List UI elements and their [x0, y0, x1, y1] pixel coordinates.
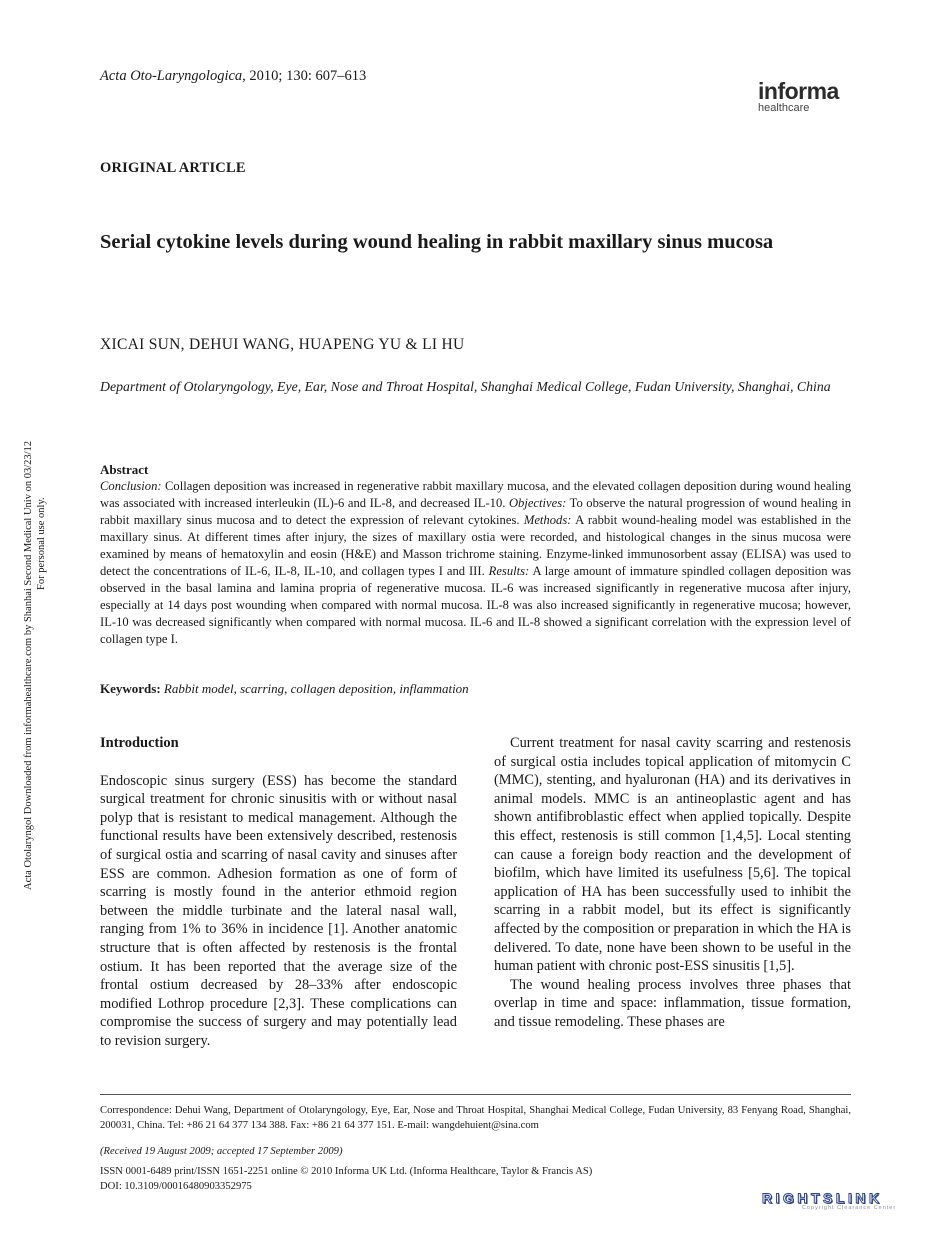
authors: XICAI SUN, DEHUI WANG, HUAPENG YU & LI HU [100, 336, 465, 353]
article-type: ORIGINAL ARTICLE [100, 160, 246, 176]
journal-name: Acta Oto-Laryngologica [100, 68, 243, 84]
rightslink-logo[interactable] [762, 1190, 932, 1220]
article-title: Serial cytokine levels during wound healing in rabbit maxillary sinus mucosa [100, 231, 774, 253]
correspondence: Correspondence: Dehui Wang, Department of Otolaryngology, Eye, Ear, Nose and Throat Hospital, Shanghai Medical College, Fudan University, 83 Fenyang Road, Shanghai, 200031, China. Tel: +86 21 64 377 134 388. Fax: +86 21 64 377 151. E-mail: wangdehuient@sina.com [100, 1105, 851, 1131]
body-paragraph: Endoscopic sinus surgery (ESS) has become the standard surgical treatment for chronic sinusitis with or without nasal polyp that is resistant to medical management. Although the functional results have been extensively described, restenosis of surgical ostia and scarring of nasal cavity and sinuses after ESS are common. Adhesion formation as one of form of scarring is mostly found in the anterior ethmoid region between the middle turbinate and the lateral nasal wall, ranging from 1% to 36% in incidence [1]. Another anatomic structure that is often affected by restenosis is the frontal ostium. It has been reported that the average size of the frontal ostium decreased by 28–33% after endoscopic modified Lothrop procedure [2,3]. These complications can compromise the success of surgery and may potentially lead to revision surgery. [100, 772, 457, 1049]
doi: DOI: 10.3109/00016480903352975 [100, 1180, 252, 1192]
affiliation: Department of Otolaryngology, Eye, Ear, Nose and Throat Hospital, Shanghai Medical College, Fudan University, Shanghai, China [100, 379, 831, 394]
body-paragraph: The wound healing process involves three phases that overlap in time and space: inflammation, tissue formation, and tissue remodeling. These phases are [494, 976, 851, 1030]
results-text: A large amount of immature spindled collagen deposition was observed in the basal lamina and lamina propria of regenerative mucosa. IL-6 was increased significantly in regenerative mucosa after injury, especially at 14 days post wounding when compared with normal mucosa. IL-8 was also increased significantly in regenerative mucosa; however, IL-10 was decreased significantly when compared with normal mucosa. IL-6 and IL-8 showed a significant correlation with the expression level of collagen type I. [100, 564, 851, 646]
publisher-logo [758, 80, 858, 114]
introduction-heading: Introduction [100, 735, 179, 751]
body-column-right [494, 734, 851, 1032]
rightslink-tagline: Copyright Clearance Center [802, 1205, 897, 1211]
journal-citation [100, 68, 366, 85]
body-column-left [100, 734, 457, 1051]
footer-divider [100, 1094, 851, 1095]
conclusion-label: Conclusion: [100, 479, 162, 493]
issn: ISSN 0001-6489 print/ISSN 1651-2251 online © 2010 Informa UK Ltd. (Informa Healthcare, Taylor & Francis AS) [100, 1166, 593, 1177]
keywords-values: Rabbit model, scarring, collagen deposition, inflammation [163, 681, 469, 696]
keywords [100, 681, 851, 697]
keywords-label: Keywords: [100, 681, 161, 696]
methods-label: Methods: [523, 513, 572, 527]
publisher-logo-main: informa [758, 78, 839, 104]
received-dates: (Received 19 August 2009; accepted 17 September 2009) [100, 1146, 343, 1157]
copyright-info [100, 1165, 592, 1194]
abstract [100, 461, 851, 648]
abstract-heading: Abstract [100, 462, 149, 477]
personal-use-note: For personal use only. [36, 497, 47, 590]
rightslink-wordmark: RIGHTSLINK [762, 1190, 883, 1206]
objectives-label: Objectives: [508, 496, 567, 510]
publisher-logo-sub: healthcare [758, 102, 810, 114]
conclusion-text: Collagen deposition was increased in regenerative rabbit maxillary mucosa, and the elevated collagen deposition during wound healing was associated with increased interleukin (IL)-6 and IL-8, and decreased IL-10. [100, 479, 851, 510]
journal-year-volume: , 2010; 130: 607–613 [242, 68, 367, 84]
methods-text: A rabbit wound-healing model was established in the maxillary sinus. At different times after injury, the sizes of maxillary ostia were recorded, and histological changes in the sinus mucosa were examined by means of hematoxylin and eosin (H&E) and Masson trichrome staining. Enzyme-linked immunosorbent assay (ELISA) was used to detect the concentrations of IL-6, IL-8, IL-10, and collagen types I and III. [100, 513, 851, 578]
results-label: Results: [488, 564, 530, 578]
objectives-text: To observe the natural progression of wound healing in rabbit maxillary sinus mucosa and to detect the expression of relevant cytokines. [100, 496, 852, 527]
body-paragraph: Current treatment for nasal cavity scarring and restenosis of surgical ostia includes topical application of mitomycin C (MMC), stenting, and hyaluronan (HA) and its derivatives in animal models. MMC is an antineoplastic agent and has shown antifibroblastic effect when applied topically. Despite this effect, restenosis is still common [1,4,5]. Local stenting can cause a foreign body reaction and the development of biofilm, which have limited its usefulness [5,6]. The topical application of HA has been successfully used to inhibit the scarring in a rabbit model, but its effect is significantly affected by the composition or preparation in which the HA is delivered. To date, none have been shown to be useful in the human patient with chronic post-ESS sinusitis [1,5]. [494, 735, 851, 975]
download-note: Acta Otolaryngol Downloaded from informahealthcare.com by Shanhai Second Medical Univ on 03/23/12 [23, 440, 34, 890]
download-watermark [22, 350, 47, 890]
